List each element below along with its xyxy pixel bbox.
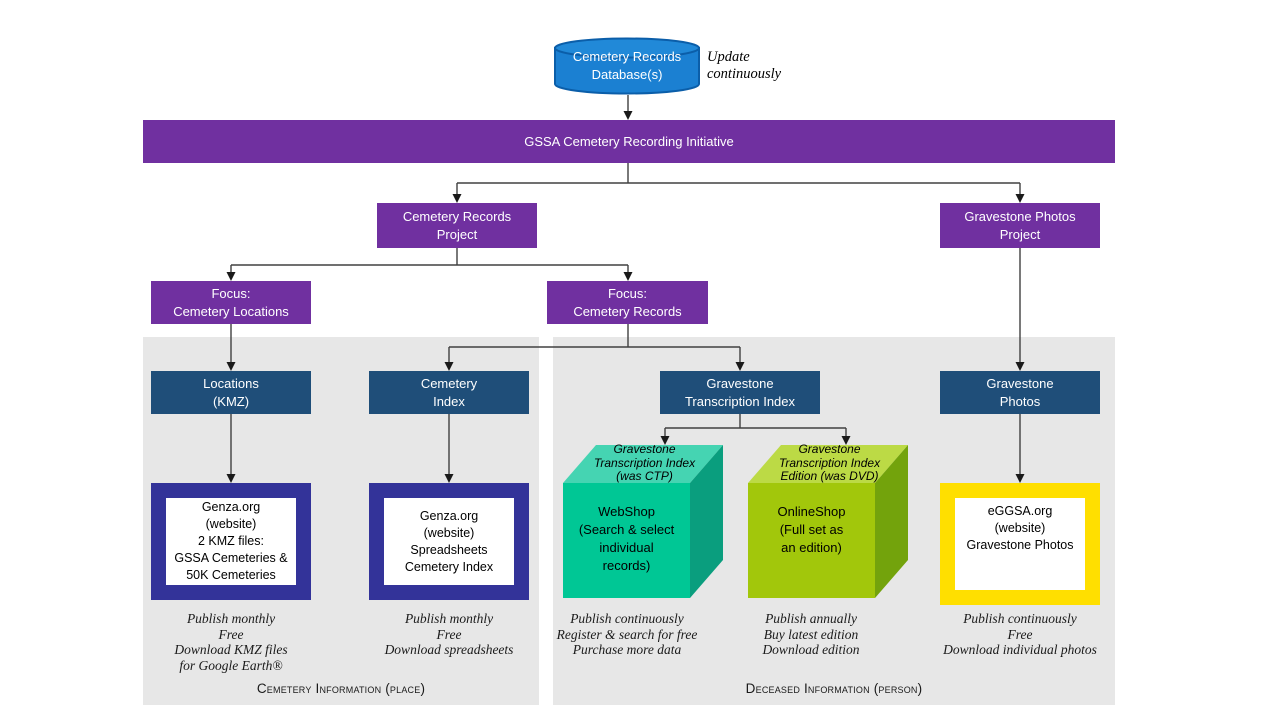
cube-top-line: (was CTP) <box>616 469 673 483</box>
caption-kmz <box>126 611 336 673</box>
box-label-line: Project <box>999 226 1041 242</box>
output-line: Cemetery Index <box>404 559 494 574</box>
onlineshop-cube-front-label <box>748 503 875 557</box>
cube-top-line: Gravestone <box>613 442 676 456</box>
box-genza-spreadsheets <box>369 483 529 600</box>
caption-line: Publish monthly <box>404 611 494 626</box>
box-gravestone-photos-project <box>940 203 1100 248</box>
box-label-line: Transcription Index <box>684 393 796 409</box>
output-line: 50K Cemeteries <box>186 568 276 582</box>
output-line: Gravestone Photos <box>966 538 1074 552</box>
cube-front-line: (Search & select <box>578 522 675 537</box>
section-label-cemetery-information: Cemetery Information (place) <box>256 681 426 696</box>
box-cemetery-records-project <box>377 203 537 248</box>
banner-gssa-initiative <box>143 120 1115 163</box>
database-label-line: Cemetery Records <box>572 49 682 64</box>
caption-line: Download edition <box>762 642 860 657</box>
box-label-line: Gravestone Photos <box>964 209 1076 225</box>
box-label-line: (KMZ) <box>212 393 250 409</box>
box-label-line: Locations <box>203 376 259 392</box>
update-note-line: Update <box>707 49 750 65</box>
box-label-line: Project <box>436 226 478 242</box>
box-label-line: Cemetery Records <box>402 209 512 225</box>
section-label-deceased-information: Deceased Information (person) <box>745 681 923 696</box>
caption-line: Publish monthly <box>186 611 276 626</box>
cube-top-line: Edition (was DVD) <box>780 469 879 483</box>
output-line: eGGSA.org <box>987 504 1053 518</box>
caption-line: Download individual photos <box>943 642 1097 657</box>
caption-line: for Google Earth® <box>179 657 283 673</box>
box-focus-cemetery-records <box>547 281 708 324</box>
box-label-line: Focus: <box>211 286 251 302</box>
box-focus-cemetery-locations <box>151 281 311 324</box>
database-label-line: Database(s) <box>591 66 663 82</box>
box-eggsa <box>940 483 1100 605</box>
cube-front-line: OnlineShop <box>777 504 846 519</box>
box-gravestone-photos <box>940 371 1100 414</box>
output-line: (website) <box>205 517 257 531</box>
caption-line: Free <box>1007 626 1033 642</box>
box-gravestone-transcription-index <box>660 371 820 414</box>
output-line: Spreadsheets <box>410 542 488 557</box>
caption-line: Download KMZ files <box>174 642 288 657</box>
update-note-line: continuously <box>707 65 782 82</box>
output-line: (website) <box>423 525 475 540</box>
box-label-line: Cemetery Locations <box>173 303 289 319</box>
box-label-line: Cemetery Records <box>573 303 682 319</box>
caption-line: Free <box>218 626 244 642</box>
box-label-line: Cemetery <box>420 376 478 392</box>
caption-line: Purchase more data <box>572 642 682 657</box>
box-genza-kmz <box>151 483 311 600</box>
box-label-line: Gravestone <box>986 376 1054 392</box>
caption-line: Download spreadsheets <box>384 642 514 657</box>
output-line: GSSA Cemeteries & <box>174 551 288 565</box>
box-label-line: Photos <box>999 393 1041 409</box>
cube-front-line: records) <box>602 558 651 573</box>
box-cemetery-index <box>369 371 529 414</box>
caption-line: Free <box>436 626 462 642</box>
cube-front-line: an edition) <box>781 540 842 555</box>
caption-line: Publish continuously <box>570 611 684 626</box>
cube-front-line: (Full set as <box>779 522 844 537</box>
caption-line: Buy latest edition <box>763 626 859 642</box>
cube-front-line: WebShop <box>598 504 655 519</box>
webshop-cube-top-label <box>563 443 726 484</box>
onlineshop-cube-top-label <box>748 443 911 484</box>
cube-front-line: individual <box>599 540 654 555</box>
caption-eggsa <box>915 611 1125 658</box>
box-label-line: Gravestone <box>706 376 774 392</box>
webshop-cube-front-label <box>563 503 690 575</box>
output-line: Genza.org <box>419 508 479 523</box>
caption-line: Publish annually <box>765 611 857 626</box>
cube-top-line: Transcription Index <box>593 455 696 470</box>
update-note <box>707 49 847 82</box>
banner-label: GSSA Cemetery Recording Initiative <box>524 133 734 149</box>
box-label-line: Index <box>433 393 465 409</box>
output-line: (website) <box>994 521 1046 535</box>
output-line: Genza.org <box>201 500 261 514</box>
box-locations-kmz <box>151 371 311 414</box>
caption-onlineshop <box>706 611 916 658</box>
database-label <box>553 48 701 83</box>
caption-webshop <box>522 611 732 658</box>
caption-line: Register & search for free <box>556 626 698 642</box>
box-label-line: Focus: <box>607 286 647 302</box>
output-line: 2 KMZ files: <box>198 534 264 548</box>
cube-top-line: Transcription Index <box>778 455 881 470</box>
caption-line: Publish continuously <box>963 611 1077 626</box>
cube-top-line: Gravestone <box>798 442 861 456</box>
